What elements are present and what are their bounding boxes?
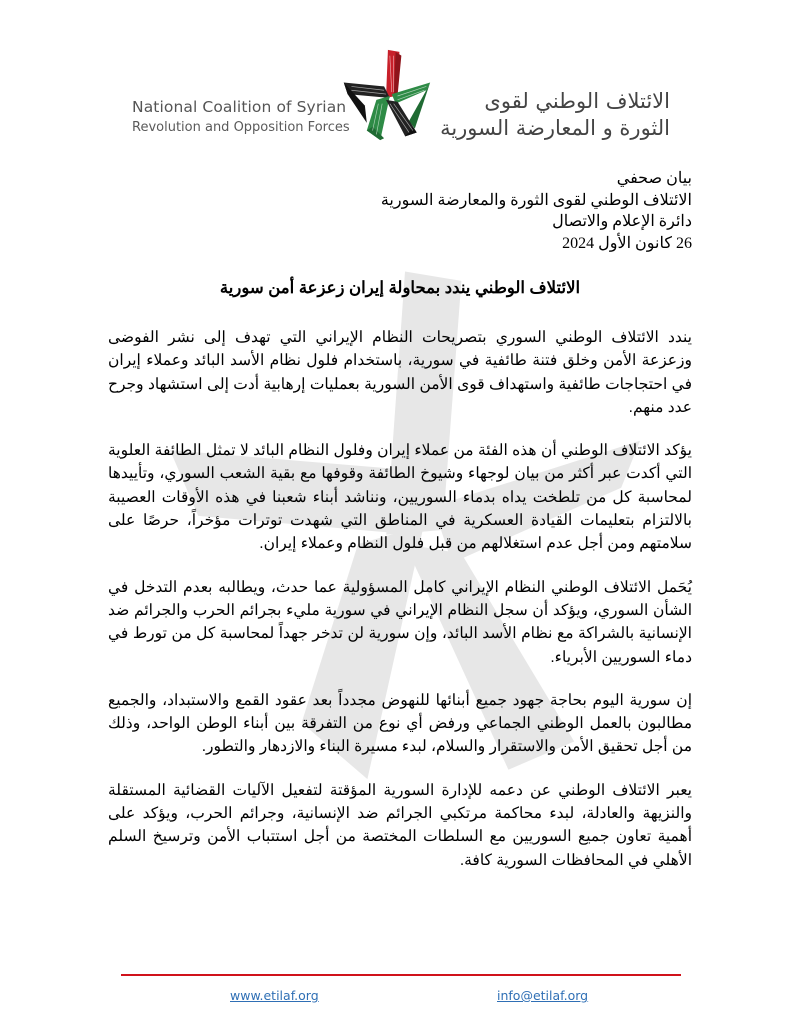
release-meta (108, 168, 692, 254)
doc-type: بيان صحفي (616, 170, 692, 187)
release-title: الائتلاف الوطني يندد بمحاولة إيران زعزعة أمن سورية (219, 279, 581, 297)
letterhead (120, 40, 680, 150)
paragraph: يُحَمل الائتلاف الوطني النظام الإيراني كامل المسؤولية عما حدث، ويطالبه بعدم التدخل في الشأن السوري، ويؤكد أن سجل النظام الإيراني في سورية مليء بجرائم الحرب والجرائم ضد الإنسانية بالشراكة مع نظام الأسد البائد، وإن سورية لن تدخر جهداً لمحاسبة كل من تورط في دماء السوريين الأبرياء. (108, 578, 692, 666)
org-name-english (132, 96, 350, 138)
paragraph: يؤكد الائتلاف الوطني أن هذه الفئة من عملاء إيران وفلول النظام البائد لا تمثل الطائفة العلوية التي أكدت عبر أكثر من بيان لوجهاء وشيوخ الطائفة وقوفها مع بقية الشعب السوري، وتأييدها لمحاسبة كل من تلطخت يداه بدماء السوريين، ونناشد أبناء شعبنا في هذه الأوقات العصيبة بالالتزام بتعليمات القيادة العسكرية في المناطق التي شهدت توترات مؤخراً، حرصًا على سلامتهم ومن أجل عدم استغلالهم من قبل فلول النظام وعملاء إيران. (108, 442, 692, 553)
paragraph: يندد الائتلاف الوطني السوري بتصريحات النظام الإيراني التي تهدف إلى نشر الفوضى وزعزعة الأمن وخلق فتنة طائفية في سورية، باستخدام فلول نظام الأسد البائد وعملاء إيران في احتجاجات طائفية واستهداف قوى الأمن السورية بعمليات إرهابية أدت إلى استشهاد وجرح عدد منهم. (108, 329, 692, 416)
press-release-body (108, 168, 692, 887)
footer-divider (121, 974, 681, 976)
org-name-en-line2: Revolution and Opposition Forces (132, 120, 350, 135)
department: دائرة الإعلام والاتصال (552, 213, 692, 230)
org-name-ar-line2: الثورة و المعارضة السورية (440, 116, 670, 140)
release-date: 26 كانون الأول 2024 (562, 234, 692, 252)
issuer: الائتلاف الوطني لقوى الثورة والمعارضة السورية (380, 191, 692, 209)
paragraph: إن سورية اليوم بحاجة جهود جميع أبنائها للنهوض مجدداً بعد عقود القمع والاستبداد، والجميع مطالبون بالعمل الوطني الجماعي ورفض أي نوع من التفرقة بين أبناء الوطن الواحد، وذلك من أجل تحقيق الأمن والاستقرار والسلام، لبدء مسيرة البناء والازدهار والتطور. (108, 691, 692, 756)
paragraph: يعبر الائتلاف الوطني عن دعمه للإدارة السورية المؤقتة لتفعيل الآليات القضائية المستقلة والنزيهة والعادلة، لبدء محاكمة مرتكبي الجرائم ضد الإنسانية، وجرائم الحرب، ويؤكد على أهمية تعاون جميع السوريين مع السلطات المختصة من أجل استتباب الأمن وترسيخ السلم الأهلي في المحافظات السورية كافة. (108, 781, 692, 869)
org-name-arabic (440, 88, 670, 142)
org-name-ar-line1: الائتلاف الوطني لقوى (484, 89, 670, 113)
org-name-en-line1: National Coalition of Syrian (132, 98, 347, 116)
star-logo-icon (338, 48, 434, 144)
website-link[interactable]: www.etilaf.org (230, 988, 319, 1003)
email-link[interactable]: info@etilaf.org (497, 988, 589, 1003)
